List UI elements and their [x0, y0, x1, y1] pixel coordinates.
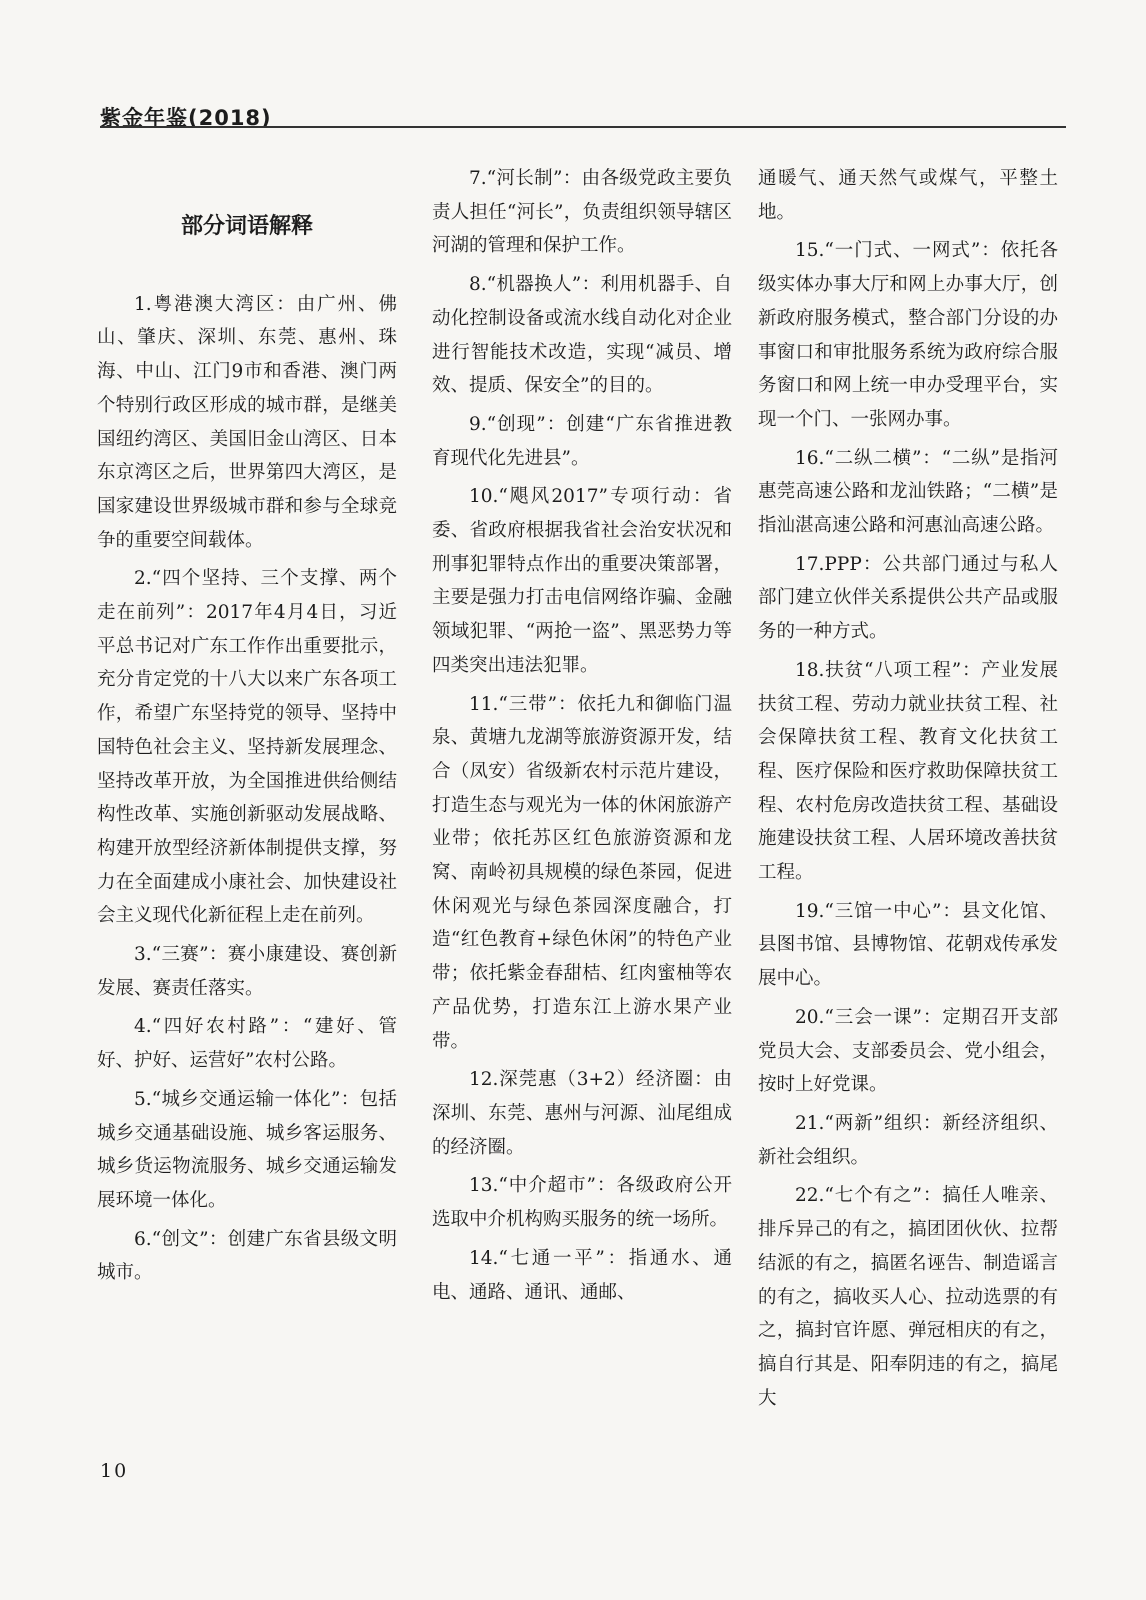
glossary-entry: 5.“城乡交通运输一体化”：包括城乡交通基础设施、城乡客运服务、城乡货运物流服务、城乡交通运输发展环境一体化。: [97, 1088, 397, 1211]
running-header: 紫金年鉴(2018): [100, 106, 272, 130]
glossary-entry: 15.“一门式、一网式”：依托各级实体办事大厅和网上办事大厅，创新政府服务模式，整合部门分设的办事窗口和审批服务系统为政府综合服务窗口和网上统一申办受理平台，实现一个门、一张网办事。: [758, 240, 1058, 430]
glossary-entry: 8.“机器换人”：利用机器手、自动化控制设备或流水线自动化对企业进行智能技术改造，实现“减员、增效、提质、保安全”的目的。: [432, 274, 732, 397]
header-divider: [100, 126, 1066, 128]
glossary-entry: 22.“七个有之”：搞任人唯亲、排斥异己的有之，搞团团伙伙、拉帮结派的有之，搞匿名诬告、制造谣言的有之，搞收买人心、拉动选票的有之，搞封官许愿、弹冠相庆的有之，搞自行其是、阳奉阴违的有之，搞尾大: [758, 1185, 1058, 1409]
glossary-entry: 10.“飓风2017”专项行动：省委、省政府根据我省社会治安状况和刑事犯罪特点作出的重要决策部署，主要是强力打击电信网络诈骗、金融领域犯罪、“两抢一盗”、黑恶势力等四类突出违法犯罪。: [432, 486, 732, 676]
glossary-entry: 6.“创文”：创建广东省县级文明城市。: [97, 1228, 397, 1284]
column-1: [97, 162, 397, 1295]
page-number: 10: [100, 1460, 129, 1482]
glossary-entry: 12.深莞惠（3+2）经济圈：由深圳、东莞、惠州与河源、汕尾组成的经济圈。: [432, 1069, 732, 1158]
glossary-entry: 9.“创现”：创建“广东省推进教育现代化先进县”。: [432, 413, 732, 469]
glossary-entry: 11.“三带”：依托九和御临门温泉、黄塘九龙湖等旅游资源开发，结合（凤安）省级新农村示范片建设，打造生态与观光为一体的休闲旅游产业带；依托苏区红色旅游资源和龙窝、南岭初具规模的绿色茶园，促进休闲观光与绿色茶园深度融合，打造“红色教育+绿色休闲”的特色产业带；依托紫金春甜桔、红肉蜜柚等农产品优势，打造东江上游水果产业带。: [432, 693, 732, 1052]
glossary-entry: 3.“三赛”：赛小康建设、赛创新发展、赛责任落实。: [97, 944, 397, 999]
glossary-entry: 1.粤港澳大湾区：由广州、佛山、肇庆、深圳、东莞、惠州、珠海、中山、江门9市和香港、澳门两个特别行政区形成的城市群，是继美国纽约湾区、美国旧金山湾区、日本东京湾区之后，世界第四大湾区，是国家建设世界级城市群和参与全球竞争的重要空间载体。: [97, 293, 397, 551]
column-3: [758, 162, 1058, 1420]
glossary-entry-continued: 通暖气、通天然气或煤气，平整土地。: [758, 168, 1058, 223]
glossary-entry: 19.“三馆一中心”：县文化馆、县图书馆、县博物馆、花朝戏传承发展中心。: [758, 900, 1058, 990]
glossary-entry: 16.“二纵二横”：“二纵”是指河惠莞高速公路和龙汕铁路；“二横”是指汕湛高速公路和河惠汕高速公路。: [758, 447, 1058, 537]
glossary-entry: 13.“中介超市”：各级政府公开选取中介机构购买服务的统一场所。: [432, 1175, 732, 1231]
glossary-entry: 20.“三会一课”：定期召开支部党员大会、支部委员会、党小组会，按时上好党课。: [758, 1006, 1058, 1096]
glossary-entry: 21.“两新”组织：新经济组织、新社会组织。: [758, 1112, 1058, 1168]
section-title: 部分词语解释: [180, 214, 313, 239]
glossary-entry: 18.扶贫“八项工程”：产业发展扶贫工程、劳动力就业扶贫工程、社会保障扶贫工程、教育文化扶贫工程、医疗保险和医疗救助保障扶贫工程、农村危房改造扶贫工程、基础设施建设扶贫工程、人居环境改善扶贫工程。: [758, 659, 1058, 884]
glossary-entry: 2.“四个坚持、三个支撑、两个走在前列”：2017年4月4日，习近平总书记对广东工作作出重要批示，充分肯定党的十八大以来广东各项工作，希望广东坚持党的领导、坚持中国特色社会主义、坚持新发展理念、坚持改革开放，为全国推进供给侧结构性改革、实施创新驱动发展战略、构建开放型经济新体制提供支撑，努力在全面建成小康社会、加快建设社会主义现代化新征程上走在前列。: [97, 568, 397, 927]
glossary-entry: 14.“七通一平”：指通水、通电、通路、通讯、通邮、: [432, 1247, 732, 1303]
glossary-entry: 17.PPP：公共部门通过与私人部门建立伙伴关系提供公共产品或服务的一种方式。: [758, 553, 1058, 643]
glossary-entry: 7.“河长制”：由各级党政主要负责人担任“河长”，负责组织领导辖区河湖的管理和保护工作。: [432, 168, 732, 257]
glossary-entry: 4.“四好农村路”：“建好、管好、护好、运营好”农村公路。: [97, 1016, 397, 1072]
column-2: [432, 162, 732, 1314]
